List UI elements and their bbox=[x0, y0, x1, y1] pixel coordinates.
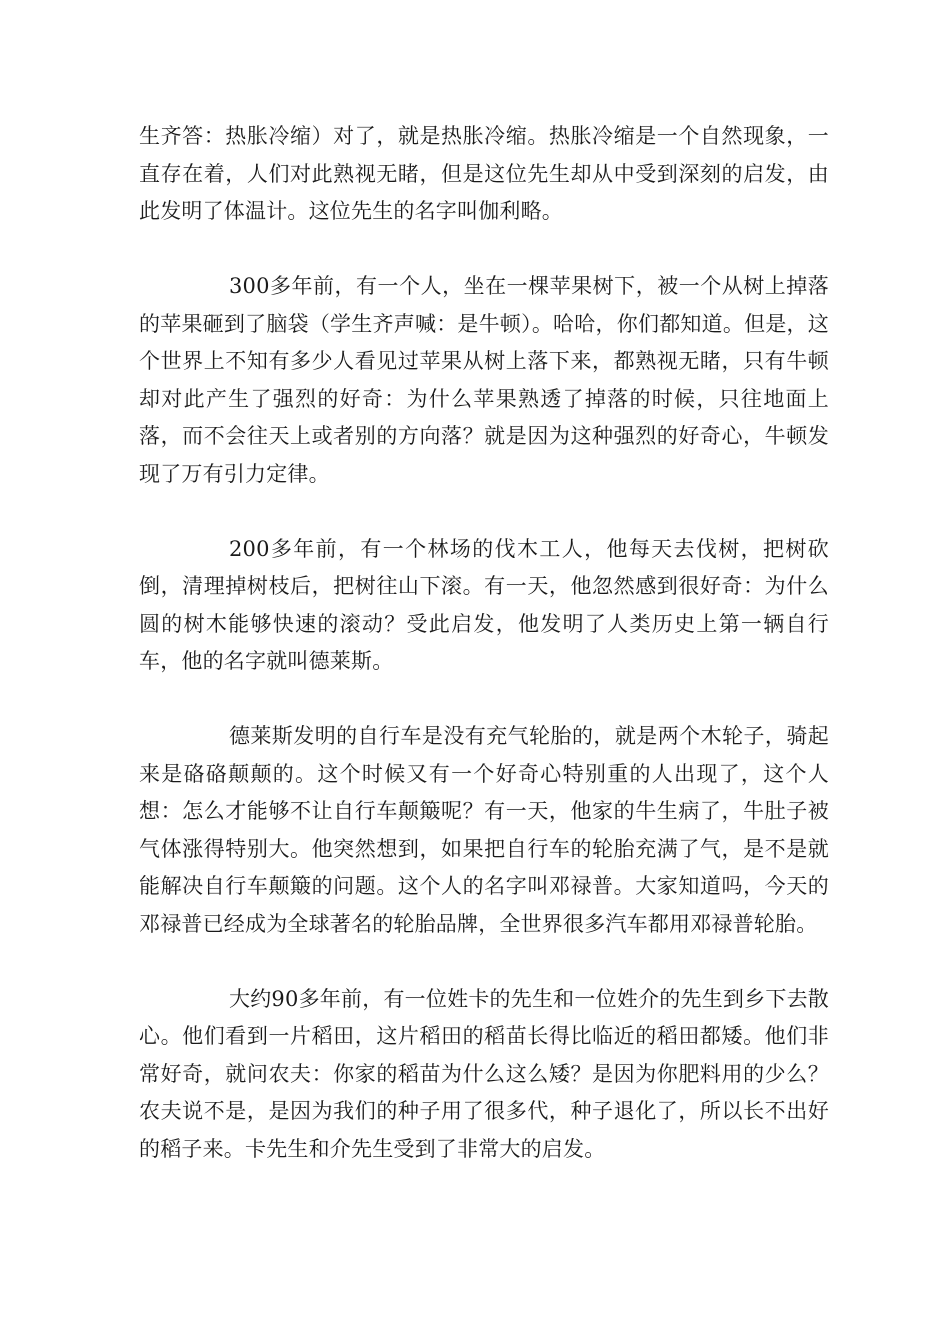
paragraph-dunlop: 德莱斯发明的自行车是没有充气轮胎的，就是两个木轮子，骑起来是硌硌颠颠的。这个时候又有一个好奇心特别重的人出现了，这个人想：怎么才能够不让自行车颠簸呢？有一天，他家的牛生病了，牛肚子被气体涨得特别大。他突然想到，如果把自行车的轮胎充满了气，是不是就能解决自行车颠簸的问题。这个人的名字叫邓禄普。大家知道吗，今天的邓禄普已经成为全球著名的轮胎品牌，全世界很多汽车都用邓禄普轮胎。 bbox=[139, 724, 829, 936]
paragraph-rice-field: 大约90多年前，有一位姓卡的先生和一位姓介的先生到乡下去散心。他们看到一片稻田，这片稻田的稻苗长得比临近的稻田都矮。他们非常好奇，就问农夫：你家的稻苗为什么这么矮？是因为你肥料用的少么？农夫说不是，是因为我们的种子用了很多代，种子退化了，所以长不出好的稻子来。卡先生和介先生受到了非常大的启发。 bbox=[139, 986, 829, 1161]
paragraph-drais: 200多年前，有一个林场的伐木工人，他每天去伐树，把树砍倒，清理掉树枝后，把树往山下滚。有一天，他忽然感到很好奇：为什么圆的树木能够快速的滚动？受此启发，他发明了人类历史上第一辆自行车，他的名字就叫德莱斯。 bbox=[139, 536, 829, 673]
paragraph-galileo: 生齐答：热胀冷缩）对了，就是热胀冷缩。热胀冷缩是一个自然现象，一直存在着，人们对此熟视无睹，但是这位先生却从中受到深刻的启发，由此发明了体温计。这位先生的名字叫伽利略。 bbox=[139, 124, 829, 223]
body-text bbox=[139, 118, 829, 1206]
paragraph-newton: 300多年前，有一个人，坐在一棵苹果树下，被一个从树上掉落的苹果砸到了脑袋（学生齐声喊：是牛顿）。哈哈，你们都知道。但是，这个世界上不知有多少人看见过苹果从树上落下来，都熟视无睹，只有牛顿却对此产生了强烈的好奇：为什么苹果熟透了掉落的时候，只往地面上落，而不会往天上或者别的方向落？就是因为这种强烈的好奇心，牛顿发现了万有引力定律。 bbox=[139, 274, 829, 486]
